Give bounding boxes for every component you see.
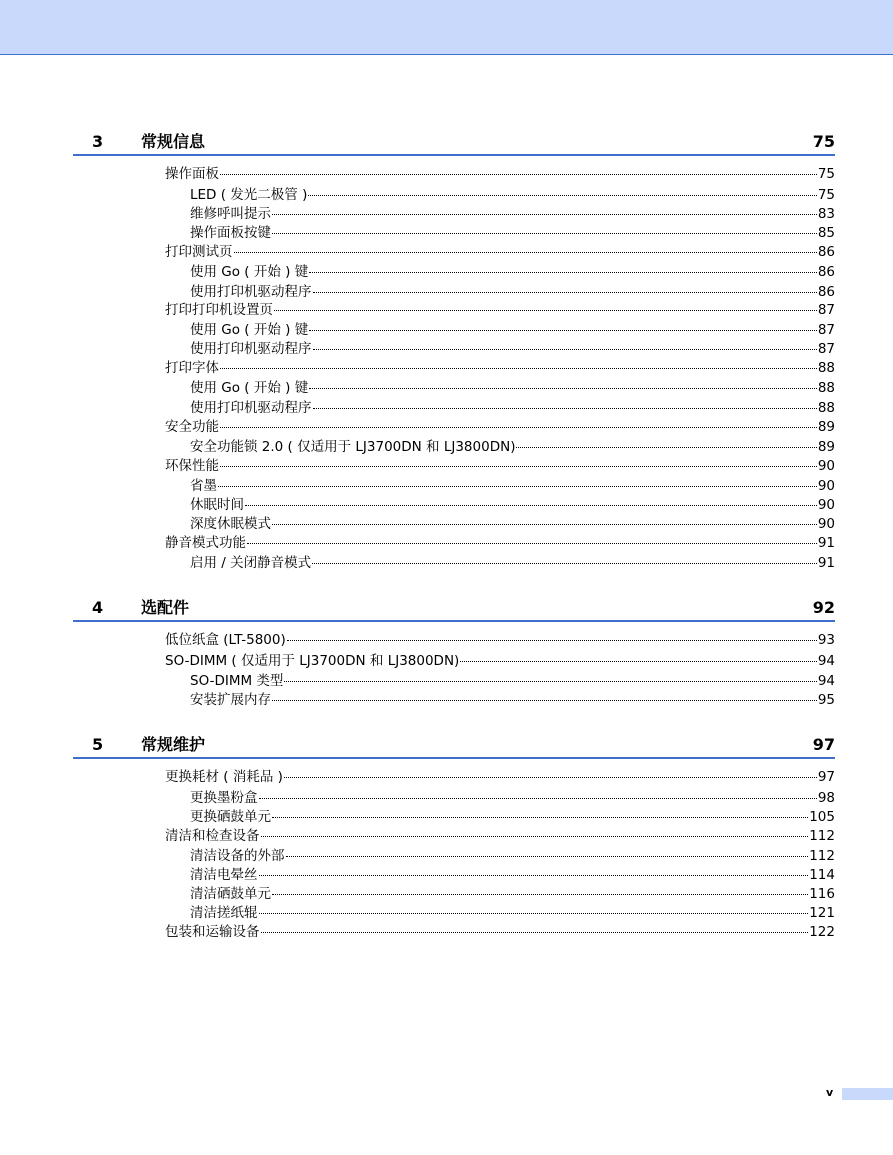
toc-entry-label: 使用 Go ( 开始 ) 键	[190, 380, 309, 396]
dot-leader	[309, 388, 817, 389]
toc-entry-page: 88	[817, 360, 835, 376]
toc-entry[interactable]	[190, 808, 835, 826]
dot-leader	[286, 856, 809, 857]
toc-entry-page: 91	[817, 555, 835, 571]
toc-entry-label: 操作面板	[165, 166, 219, 182]
dot-leader	[218, 486, 817, 487]
toc-entry[interactable]	[190, 496, 835, 514]
dot-leader	[272, 233, 817, 234]
footer-page-number: v	[826, 1086, 834, 1099]
toc-entry[interactable]	[190, 321, 835, 339]
toc-entry-page: 97	[817, 769, 835, 785]
toc-entry[interactable]	[165, 534, 835, 552]
toc-entry-page: 95	[817, 692, 835, 708]
dot-leader	[220, 427, 817, 428]
toc-entry-page: 91	[817, 535, 835, 551]
dot-leader	[259, 913, 809, 914]
toc-entry-label: 环保性能	[165, 458, 219, 474]
toc-entry-label: 使用打印机驱动程序	[190, 341, 312, 357]
toc-entry[interactable]	[165, 301, 835, 319]
chapter-number: 5	[92, 735, 104, 754]
toc-entry-label: 打印字体	[165, 360, 219, 376]
toc-entry-page: 87	[817, 322, 835, 338]
toc-entry-page: 90	[817, 516, 835, 532]
dot-leader	[287, 640, 817, 641]
toc-entry-label: 维修呼叫提示	[190, 206, 271, 222]
dot-leader	[234, 252, 817, 253]
dot-leader	[259, 798, 817, 799]
toc-entry-label: 清洁硒鼓单元	[190, 886, 271, 902]
toc-entry-label: 静音模式功能	[165, 535, 246, 551]
footer-tab	[842, 1088, 893, 1100]
toc-entry[interactable]	[190, 554, 835, 572]
chapter-page: 97	[812, 735, 835, 754]
toc-entry[interactable]	[165, 652, 835, 670]
toc-entry[interactable]	[165, 923, 835, 941]
chapter-number: 3	[92, 132, 104, 151]
toc-entry-label: 清洁和检查设备	[165, 828, 260, 844]
toc-entry[interactable]	[190, 847, 835, 865]
toc-entry[interactable]	[190, 672, 835, 690]
chapter-number: 4	[92, 598, 104, 617]
dot-leader	[516, 447, 816, 448]
toc-entry-page: 86	[817, 284, 835, 300]
toc-entry-label: LED ( 发光二极管 )	[190, 187, 308, 203]
toc-entry-page: 87	[817, 341, 835, 357]
dot-leader	[245, 505, 817, 506]
toc-entry[interactable]	[190, 438, 835, 456]
toc-entry[interactable]	[190, 691, 835, 709]
toc-entry-page: 88	[817, 400, 835, 416]
header-band	[0, 0, 893, 55]
dot-leader	[460, 661, 817, 662]
toc-entry-page: 75	[817, 187, 835, 203]
toc-entry-page: 93	[817, 632, 835, 648]
toc-entry[interactable]	[190, 399, 835, 417]
toc-entry[interactable]	[190, 340, 835, 358]
dot-leader	[309, 330, 817, 331]
toc-entry[interactable]	[190, 263, 835, 281]
dot-leader	[312, 563, 817, 564]
dot-leader	[259, 875, 809, 876]
toc-entry-page: 112	[809, 848, 835, 864]
toc-entry-page: 94	[817, 653, 835, 669]
toc-entry-label: 操作面板按键	[190, 225, 271, 241]
toc-entry-page: 122	[809, 924, 835, 940]
toc-entry[interactable]	[190, 515, 835, 533]
toc-entry[interactable]	[165, 457, 835, 475]
toc-entry[interactable]	[165, 165, 835, 183]
toc-entry[interactable]	[190, 866, 835, 884]
toc-entry-page: 90	[817, 497, 835, 513]
toc-entry-label: SO-DIMM 类型	[190, 673, 284, 689]
chapter-title: 常规信息	[141, 132, 206, 151]
toc-entry-label: 使用 Go ( 开始 ) 键	[190, 264, 309, 280]
dot-leader	[272, 214, 817, 215]
chapter-heading[interactable]	[73, 132, 835, 156]
toc-entry-page: 90	[817, 458, 835, 474]
chapter-title: 常规维护	[141, 735, 206, 754]
toc-entry-page: 114	[809, 867, 835, 883]
toc-entry-page: 85	[817, 225, 835, 241]
toc-entry-label: 深度休眠模式	[190, 516, 271, 532]
toc-entry-page: 83	[817, 206, 835, 222]
toc-entry-page: 87	[817, 302, 835, 318]
dot-leader	[220, 466, 817, 467]
dot-leader	[272, 817, 808, 818]
dot-leader	[272, 700, 817, 701]
toc-entry-page: 112	[809, 828, 835, 844]
toc-entry-label: 更换硒鼓单元	[190, 809, 271, 825]
toc-entry-page: 116	[809, 886, 835, 902]
toc-entry[interactable]	[190, 379, 835, 397]
chapter-heading[interactable]	[73, 735, 835, 759]
dot-leader	[308, 195, 816, 196]
chapter-page: 92	[812, 598, 835, 617]
toc-entry-page: 88	[817, 380, 835, 396]
toc-entry-label: 省墨	[190, 478, 217, 494]
toc-entry-label: 启用 / 关闭静音模式	[190, 555, 312, 571]
toc-entry-label: 休眠时间	[190, 497, 244, 513]
toc-entry-page: 86	[817, 244, 835, 260]
toc-entry-label: 安全功能锁 2.0 ( 仅适用于 LJ3700DN 和 LJ3800DN)	[190, 439, 516, 455]
toc-entry[interactable]	[190, 186, 835, 204]
dot-leader	[247, 543, 817, 544]
toc-entry[interactable]	[165, 631, 835, 649]
toc-entry[interactable]	[165, 243, 835, 261]
dot-leader	[261, 932, 809, 933]
chapter-heading[interactable]	[73, 598, 835, 622]
toc-entry[interactable]	[190, 885, 835, 903]
dot-leader	[220, 368, 817, 369]
toc-entry[interactable]	[190, 904, 835, 922]
toc-entry[interactable]	[190, 205, 835, 223]
toc-entry-label: 打印测试页	[165, 244, 233, 260]
dot-leader	[261, 836, 809, 837]
dot-leader	[274, 310, 817, 311]
dot-leader	[220, 174, 817, 175]
toc-entry[interactable]	[190, 283, 835, 301]
dot-leader	[313, 349, 817, 350]
toc-entry[interactable]	[190, 789, 835, 807]
toc-entry-label: 安全功能	[165, 419, 219, 435]
toc-entry[interactable]	[190, 224, 835, 242]
toc-entry-page: 89	[817, 439, 835, 455]
dot-leader	[272, 524, 817, 525]
toc-entry-label: 低位纸盒 (LT-5800)	[165, 632, 286, 648]
toc-entry-label: 更换耗材 ( 消耗品 )	[165, 769, 283, 785]
toc-entry-page: 75	[817, 166, 835, 182]
toc-entry-page: 105	[809, 809, 835, 825]
toc-entry-page: 121	[809, 905, 835, 921]
dot-leader	[309, 272, 817, 273]
dot-leader	[313, 408, 817, 409]
toc-entry-label: 打印打印机设置页	[165, 302, 273, 318]
toc-entry-label: 清洁电晕丝	[190, 867, 258, 883]
dot-leader	[284, 777, 817, 778]
chapter-title: 选配件	[141, 598, 190, 617]
dot-leader	[313, 292, 817, 293]
toc-entry-page: 90	[817, 478, 835, 494]
toc-entry-label: 清洁设备的外部	[190, 848, 285, 864]
toc-entry-page: 89	[817, 419, 835, 435]
toc-entry-label: 清洁搓纸辊	[190, 905, 258, 921]
toc-entry-page: 94	[817, 673, 835, 689]
toc-entry[interactable]	[165, 418, 835, 436]
toc-entry-label: SO-DIMM ( 仅适用于 LJ3700DN 和 LJ3800DN)	[165, 653, 460, 669]
dot-leader	[272, 894, 808, 895]
dot-leader	[284, 681, 816, 682]
toc-entry-label: 更换墨粉盒	[190, 790, 258, 806]
toc-entry-page: 98	[817, 790, 835, 806]
toc-entry-page: 86	[817, 264, 835, 280]
toc-entry[interactable]	[165, 768, 835, 786]
toc-entry-label: 包装和运输设备	[165, 924, 260, 940]
toc-entry-label: 使用 Go ( 开始 ) 键	[190, 322, 309, 338]
toc-entry[interactable]	[165, 827, 835, 845]
chapter-page: 75	[812, 132, 835, 151]
toc-entry-label: 安装扩展内存	[190, 692, 271, 708]
toc-entry-label: 使用打印机驱动程序	[190, 284, 312, 300]
toc-entry-label: 使用打印机驱动程序	[190, 400, 312, 416]
toc-entry[interactable]	[190, 477, 835, 495]
toc-entry[interactable]	[165, 359, 835, 377]
